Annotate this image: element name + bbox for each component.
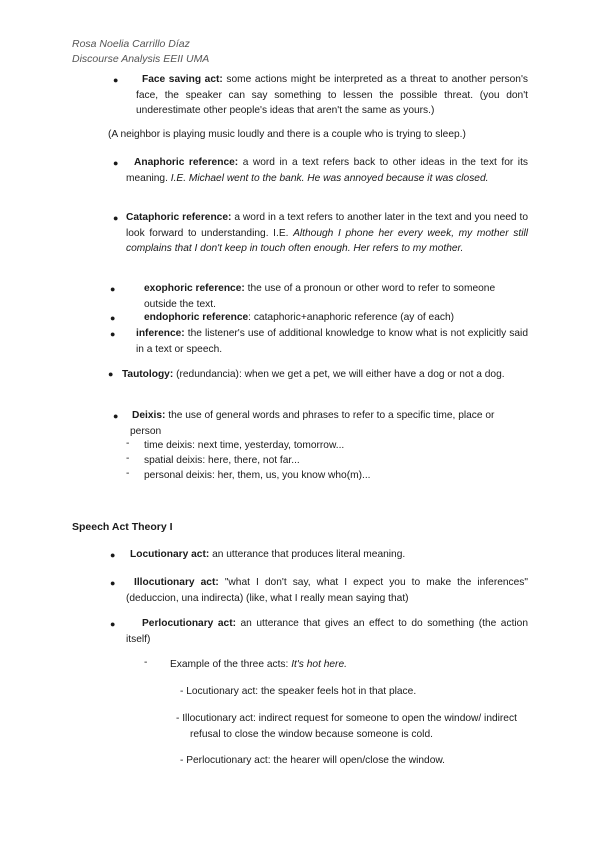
anaphoric-item [126,155,528,186]
illocutionary-text: "what I don't say, what I expect you to make the inferences" (deduccion, una indirecta) (like, what I really mean saying that) [126,577,529,604]
inference-item [136,326,528,357]
dash-marker: - [126,453,130,464]
three-acts-locutionary: - Locutionary act: the speaker feels hot in that place. [180,686,417,697]
perlocutionary-text: an utterance that gives an effect to do something (the action itself) [126,618,528,645]
endophoric-item [144,310,528,326]
three-acts-example: It's hot here. [291,659,347,670]
cataphoric-item [126,210,528,257]
perlocutionary-term: Perlocutionary act: [142,618,236,629]
bullet-icon: ● [108,369,114,379]
bullet-icon: ● [113,75,119,85]
locutionary-term: Locutionary act: [130,549,210,560]
face-saving-term: Face saving act: [142,74,223,85]
deixis-term: Deixis: [132,410,166,421]
deixis-personal: personal deixis: her, them, us, you know who(m)... [144,470,371,481]
inference-term: inference: [136,328,185,339]
deixis-spatial: spatial deixis: here, there, not far... [144,455,300,466]
endophoric-text: : cataphoric+anaphoric reference (ay of each) [248,312,455,323]
bullet-icon: ● [110,284,116,294]
bullet-icon: ● [113,411,119,421]
three-acts-intro-text: Example of the three acts: [170,659,289,670]
exophoric-term: exophoric reference: [144,283,245,294]
face-saving-item [136,72,528,119]
cataphoric-example: Although I phone her every week, my mother still complains that I don't keep in touch often enough. Her refers to my mother. [126,227,528,254]
exophoric-text: the use of a pronoun or other word to refer to someone outside the text. [144,283,496,310]
three-acts-perlocutionary: - Perlocutionary act: the hearer will open/close the window. [180,755,446,766]
cataphoric-text: a word in a text refers to another later in the text and you need to look forward to understanding. I.E. [126,212,528,239]
face-saving-text: some actions might be interpreted as a threat to another person's face, the speaker can say something to lessen the possible threat. (you don't underestimate other people's ideas that aren't the same as yours.) [136,74,528,116]
dash-marker: - [126,438,130,449]
endophoric-term: endophoric reference [144,312,249,323]
three-acts-intro [170,657,528,673]
bullet-icon: ● [113,213,119,223]
bullet-icon: ● [110,313,116,323]
locutionary-item [130,547,528,563]
dash-marker: - [144,657,148,668]
tautology-text: (redundancia): when we get a pet, we will either have a dog or not a dog. [176,369,505,380]
tautology-term: Tautology: [121,369,174,380]
cataphoric-term: Cataphoric reference: [126,212,232,223]
three-acts-illocutionary: - Illocutionary act: indirect request for someone to open the window/ indirect refusal to close the window because someone is cold. [176,713,517,740]
illocutionary-term: Illocutionary act: [134,577,219,588]
deixis-time: time deixis: next time, yesterday, tomorrow... [144,440,345,451]
bullet-icon: ● [110,550,116,560]
dash-marker: - [126,468,130,479]
deixis-item [130,408,528,439]
bullet-icon: ● [110,619,116,629]
bullet-icon: ● [110,329,116,339]
anaphoric-text: a word in a text refers back to other ideas in the text for its meaning. [126,157,528,184]
header-author: Rosa Noelia Carrillo Díaz [72,38,190,50]
section-heading: Speech Act Theory I [72,521,173,533]
anaphoric-example: I.E. Michael went to the bank. He was annoyed because it was closed. [170,172,489,184]
bullet-icon: ● [113,158,119,168]
deixis-text: the use of general words and phrases to refer to a specific time, place or person [130,410,495,437]
bullet-icon: ● [110,578,116,588]
header-course: Discourse Analysis EEII UMA [72,53,210,65]
exophoric-item [144,281,528,312]
locutionary-text: an utterance that produces literal meaning. [212,549,406,560]
perlocutionary-item [126,616,528,647]
illocutionary-item [126,575,528,606]
neighbor-example: (A neighbor is playing music loudly and there is a couple who is trying to sleep.) [108,129,466,140]
anaphoric-term: Anaphoric reference: [134,157,239,168]
inference-text: the listener's use of additional knowledge to know what is not explicitly said in a text or speech. [136,328,528,355]
tautology-item [108,367,528,383]
